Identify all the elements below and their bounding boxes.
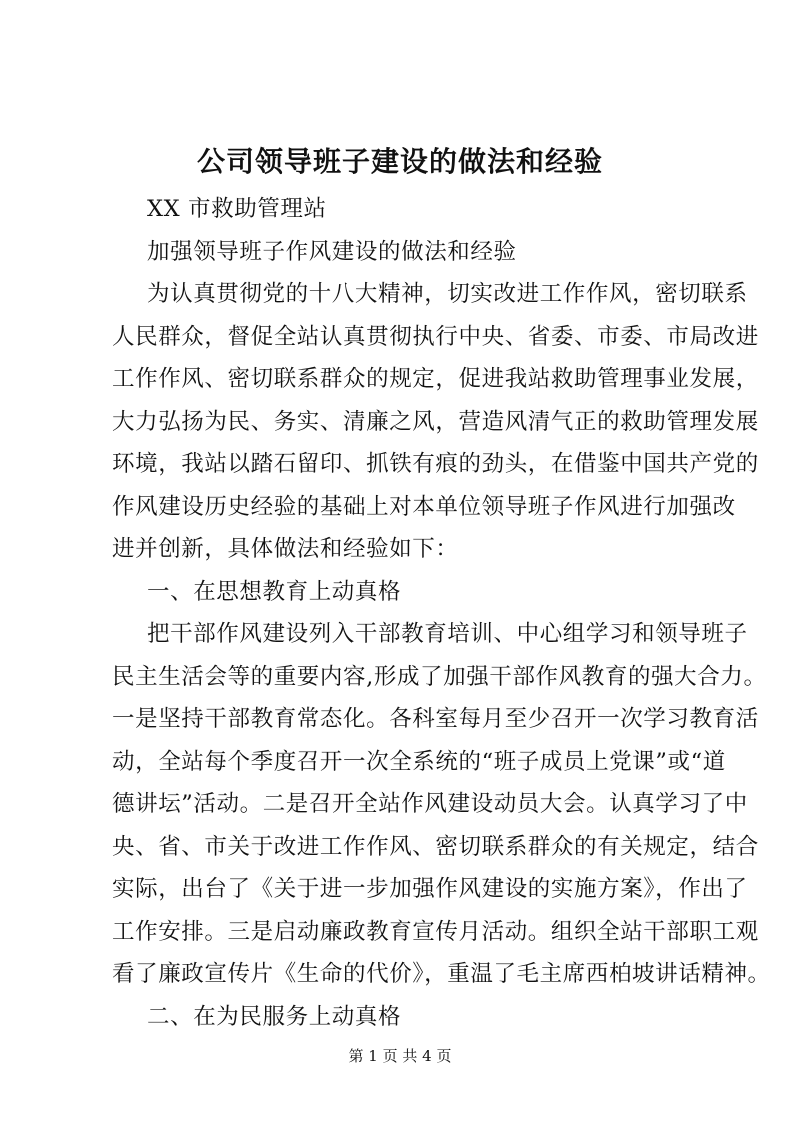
paragraph-line: 民主生活会等的重要内容,形成了加强干部作风教育的强大合力。	[112, 663, 767, 690]
paragraph-line: 工作安排。三是启动廉政教育宣传月活动。组织全站干部职工观	[112, 918, 759, 945]
paragraph-line: 环境，我站以踏石留印、抓铁有痕的劲头，在借鉴中国共产党的	[112, 451, 759, 477]
paragraph-line: 实际，出台了《关于进一步加强作风建设的实施方案》，作出了	[112, 876, 748, 902]
section-heading: 一、在思想教育上动真格	[147, 578, 402, 605]
paragraph-line: 为认真贯彻党的十八大精神，切实改进工作作风，密切联系	[147, 281, 748, 307]
section-heading: 二、在为民服务上动真格	[147, 1003, 402, 1030]
paragraph-line: 大力弘扬为民、务实、清廉之风，营造风清气正的救助管理发展	[112, 408, 759, 435]
paragraph-line: 进并创新，具体做法和经验如下：	[112, 536, 459, 562]
paragraph-line: 看了廉政宣传片《生命的代价》，重温了毛主席西柏坡讲话精神。	[112, 961, 771, 987]
paragraph-line: 一是坚持干部教育常态化。各科室每月至少召开一次学习教育活	[112, 706, 759, 732]
org-name-line: XX 市救助管理站	[147, 196, 327, 222]
paragraph-line: 人民群众，督促全站认真贯彻执行中央、省委、市委、市局改进	[112, 323, 759, 350]
document-title: 公司领导班子建设的做法和经验	[196, 145, 603, 178]
paragraph-line: 央、省、市关于改进工作作风、密切联系群众的有关规定，结合	[112, 833, 759, 860]
paragraph-line: 动，全站每个季度召开一次全系统的“班子成员上党课”或“道	[112, 748, 726, 775]
paragraph-line: 工作作风、密切联系群众的规定，促进我站救助管理事业发展，	[112, 366, 759, 392]
page-number-footer: 第 1 页 共 4 页	[348, 1047, 452, 1065]
paragraph-line: 把干部作风建设列入干部教育培训、中心组学习和领导班子	[147, 621, 748, 647]
paragraph-line: 作风建设历史经验的基础上对本单位领导班子作风进行加强改	[112, 493, 736, 520]
paragraph-line: 德讲坛”活动。二是召开全站作风建设动员大会。认真学习了中	[112, 791, 748, 817]
document-body	[112, 188, 771, 1038]
subtitle-line: 加强领导班子作风建设的做法和经验	[147, 238, 517, 265]
